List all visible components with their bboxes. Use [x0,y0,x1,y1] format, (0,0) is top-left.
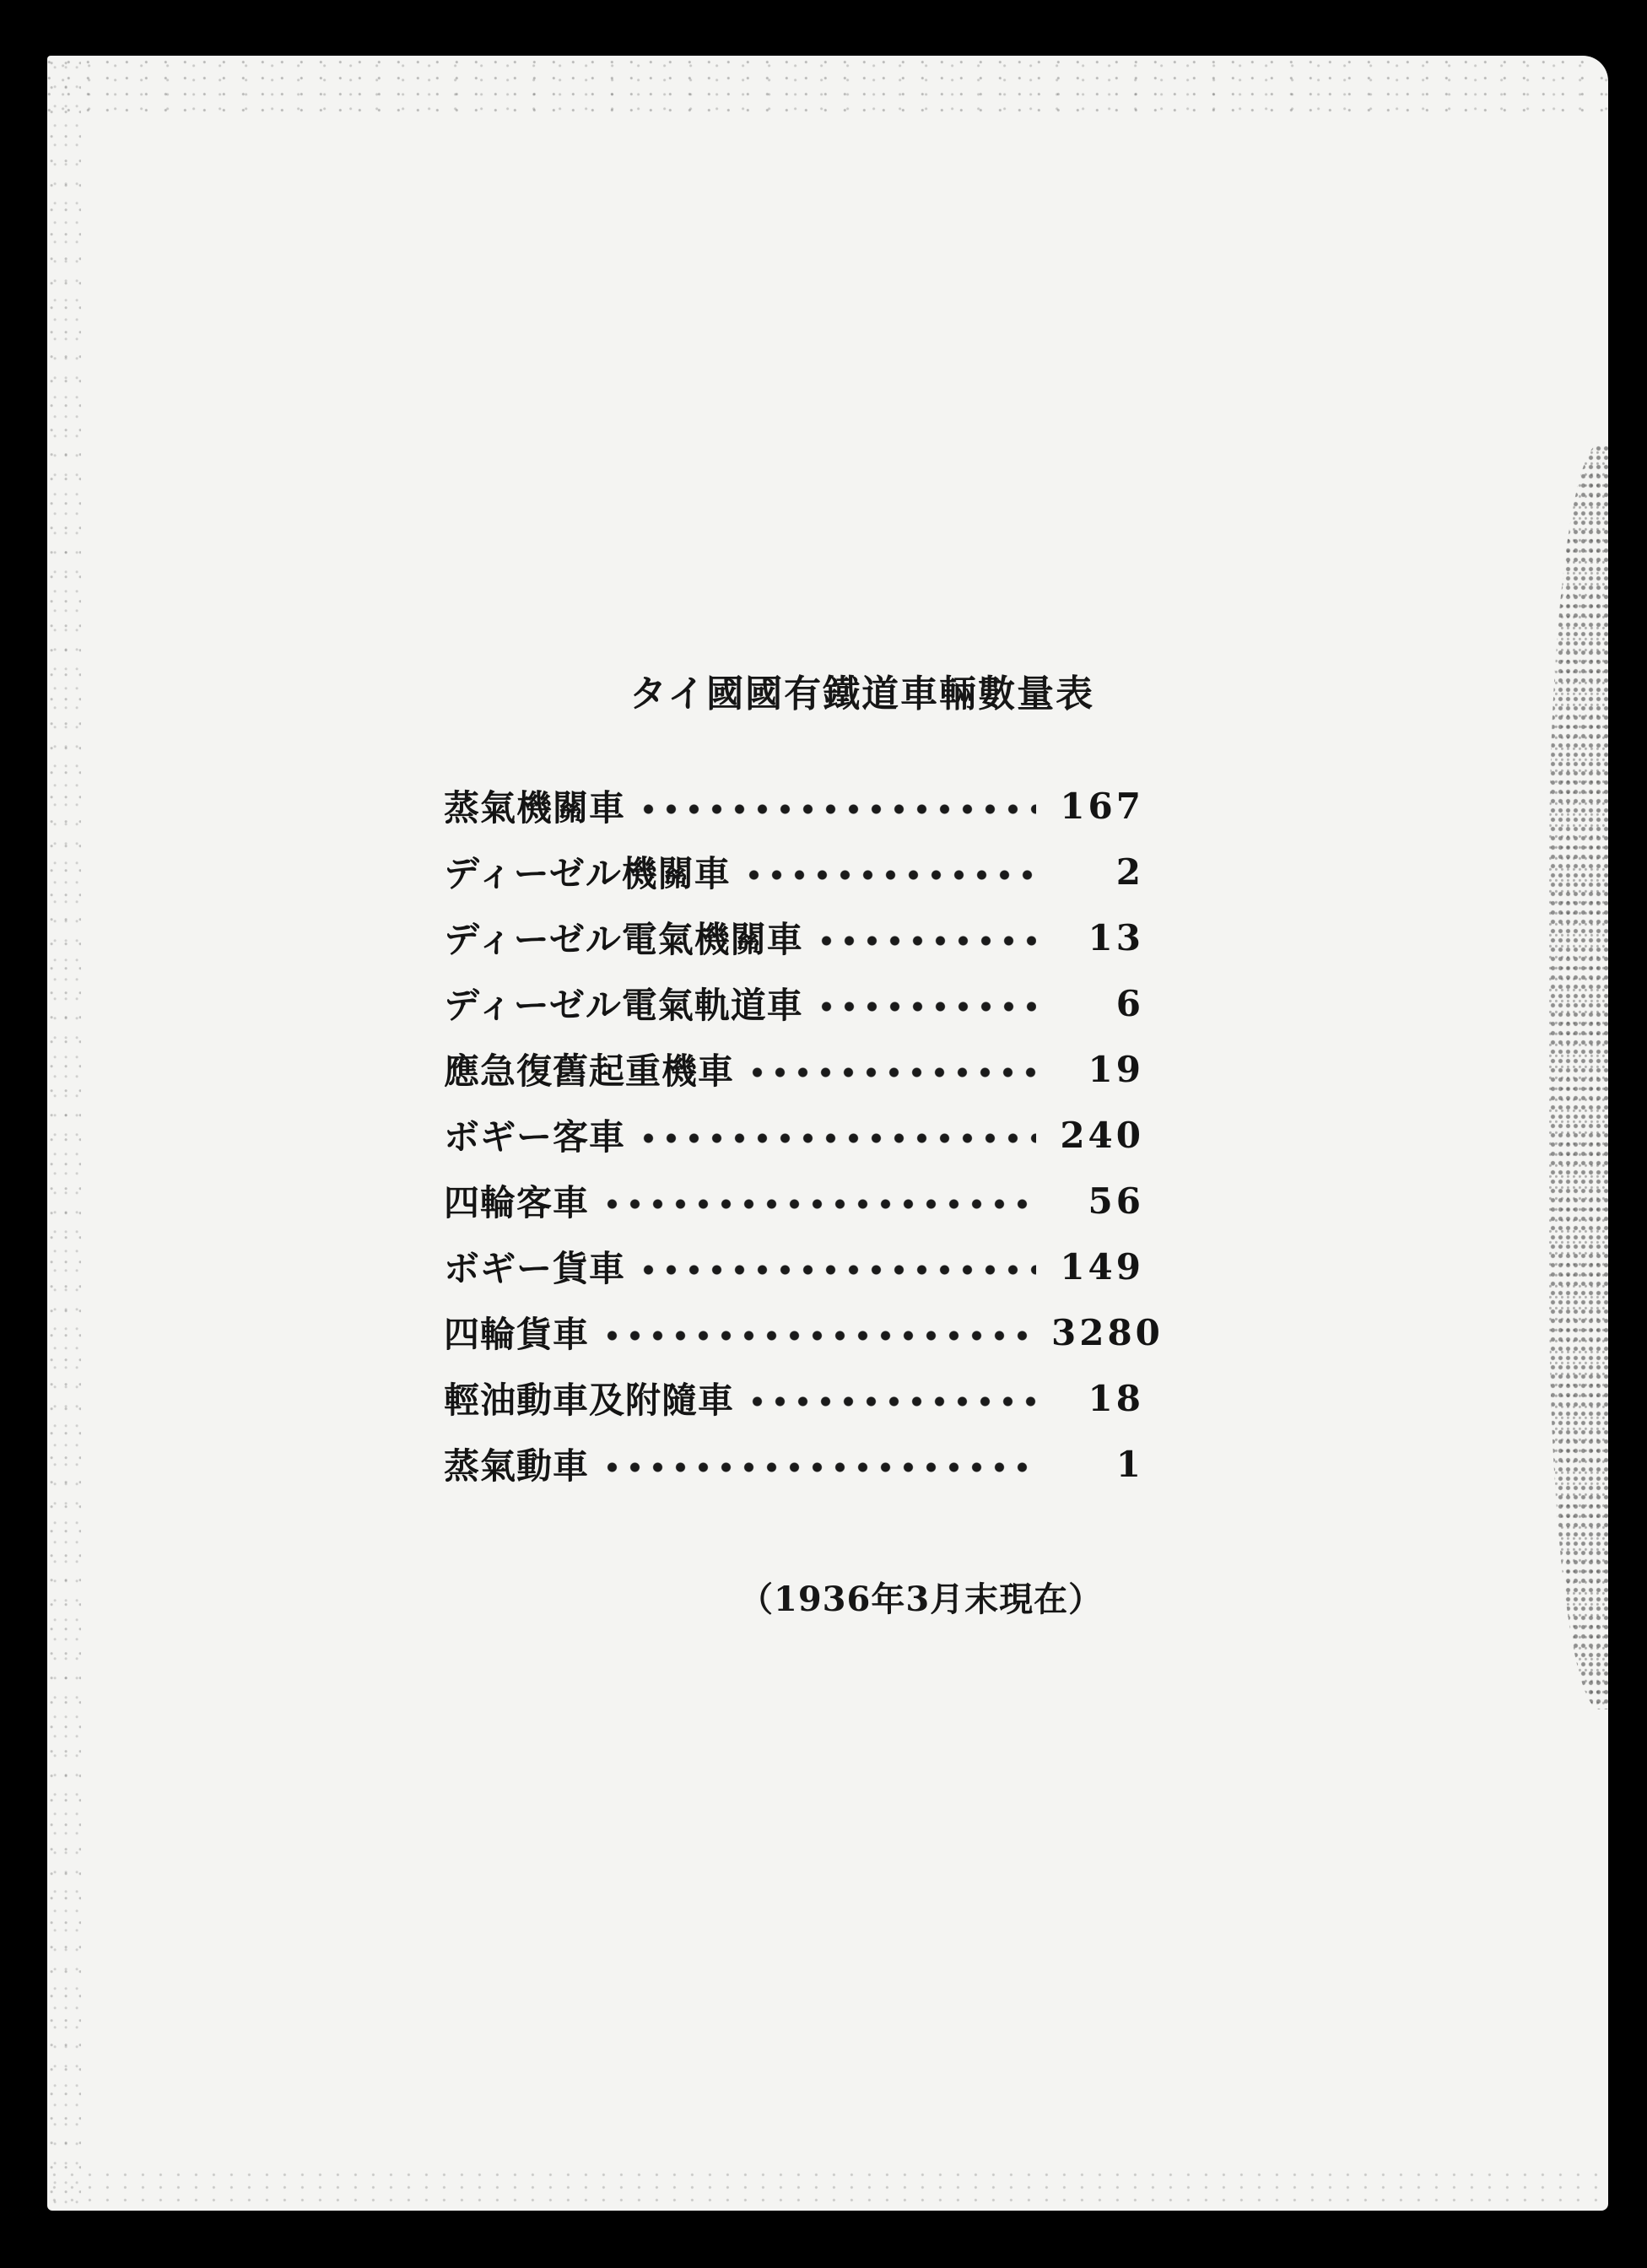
item-count: 167 [1060,785,1144,827]
item-count: 18 [1088,1377,1144,1419]
list-item [444,839,1144,904]
item-label: ディーゼル電氣軌道車 [444,985,803,1026]
list-item [444,1168,1144,1234]
item-label: 四輪客車 [444,1182,590,1223]
item-label: 蒸氣動車 [444,1445,590,1487]
list-item [444,1299,1164,1365]
item-label: ディーゼル電氣機關車 [444,919,803,960]
dot-leader [815,935,1036,947]
list-item [444,773,1144,839]
item-count: 19 [1088,1048,1144,1090]
item-label: 應急復舊起重機車 [444,1050,735,1092]
dot-leader [637,1132,1036,1144]
list-item [444,1102,1144,1168]
dot-leader [746,1066,1036,1078]
item-count: 6 [1115,982,1144,1024]
item-label: ボギー貨車 [444,1248,626,1289]
item-label: 蒸氣機關車 [444,787,626,829]
item-count: 56 [1088,1180,1144,1222]
as-of-date-note: （1936年3月末現在） [739,1580,1104,1619]
dot-leader [746,1396,1036,1407]
document-page [47,56,1608,2211]
list-item [444,1234,1144,1299]
list-item [444,970,1144,1036]
item-count: 3280 [1051,1311,1164,1353]
scan-noise-top [47,56,1608,115]
dot-leader [637,803,1036,815]
item-count: 149 [1060,1245,1144,1288]
list-item [444,1431,1144,1497]
dot-leader [815,1001,1036,1012]
list-item [444,1036,1144,1102]
scan-noise-left [47,56,81,2211]
dot-leader [601,1461,1036,1473]
item-label: 四輪貨車 [444,1314,590,1355]
dot-leader [637,1264,1036,1276]
item-label: ボギー客車 [444,1116,626,1158]
dot-leader [601,1330,1036,1342]
item-label: 輕油動車及附隨車 [444,1380,735,1421]
scan-noise-bottom [47,2168,1608,2211]
dot-leader [742,869,1036,881]
list-item [444,904,1144,970]
dot-leader [601,1198,1036,1210]
item-count: 2 [1115,850,1144,893]
list-item [444,1365,1144,1431]
table-title: タイ國國有鐵道車輛數量表 [629,672,1095,716]
rolling-stock-list [444,773,1164,1497]
item-count: 13 [1088,916,1144,958]
item-label: ディーゼル機關車 [444,853,731,894]
item-count: 1 [1115,1443,1144,1485]
torn-edge-right [1549,444,1608,1709]
item-count: 240 [1060,1114,1144,1156]
